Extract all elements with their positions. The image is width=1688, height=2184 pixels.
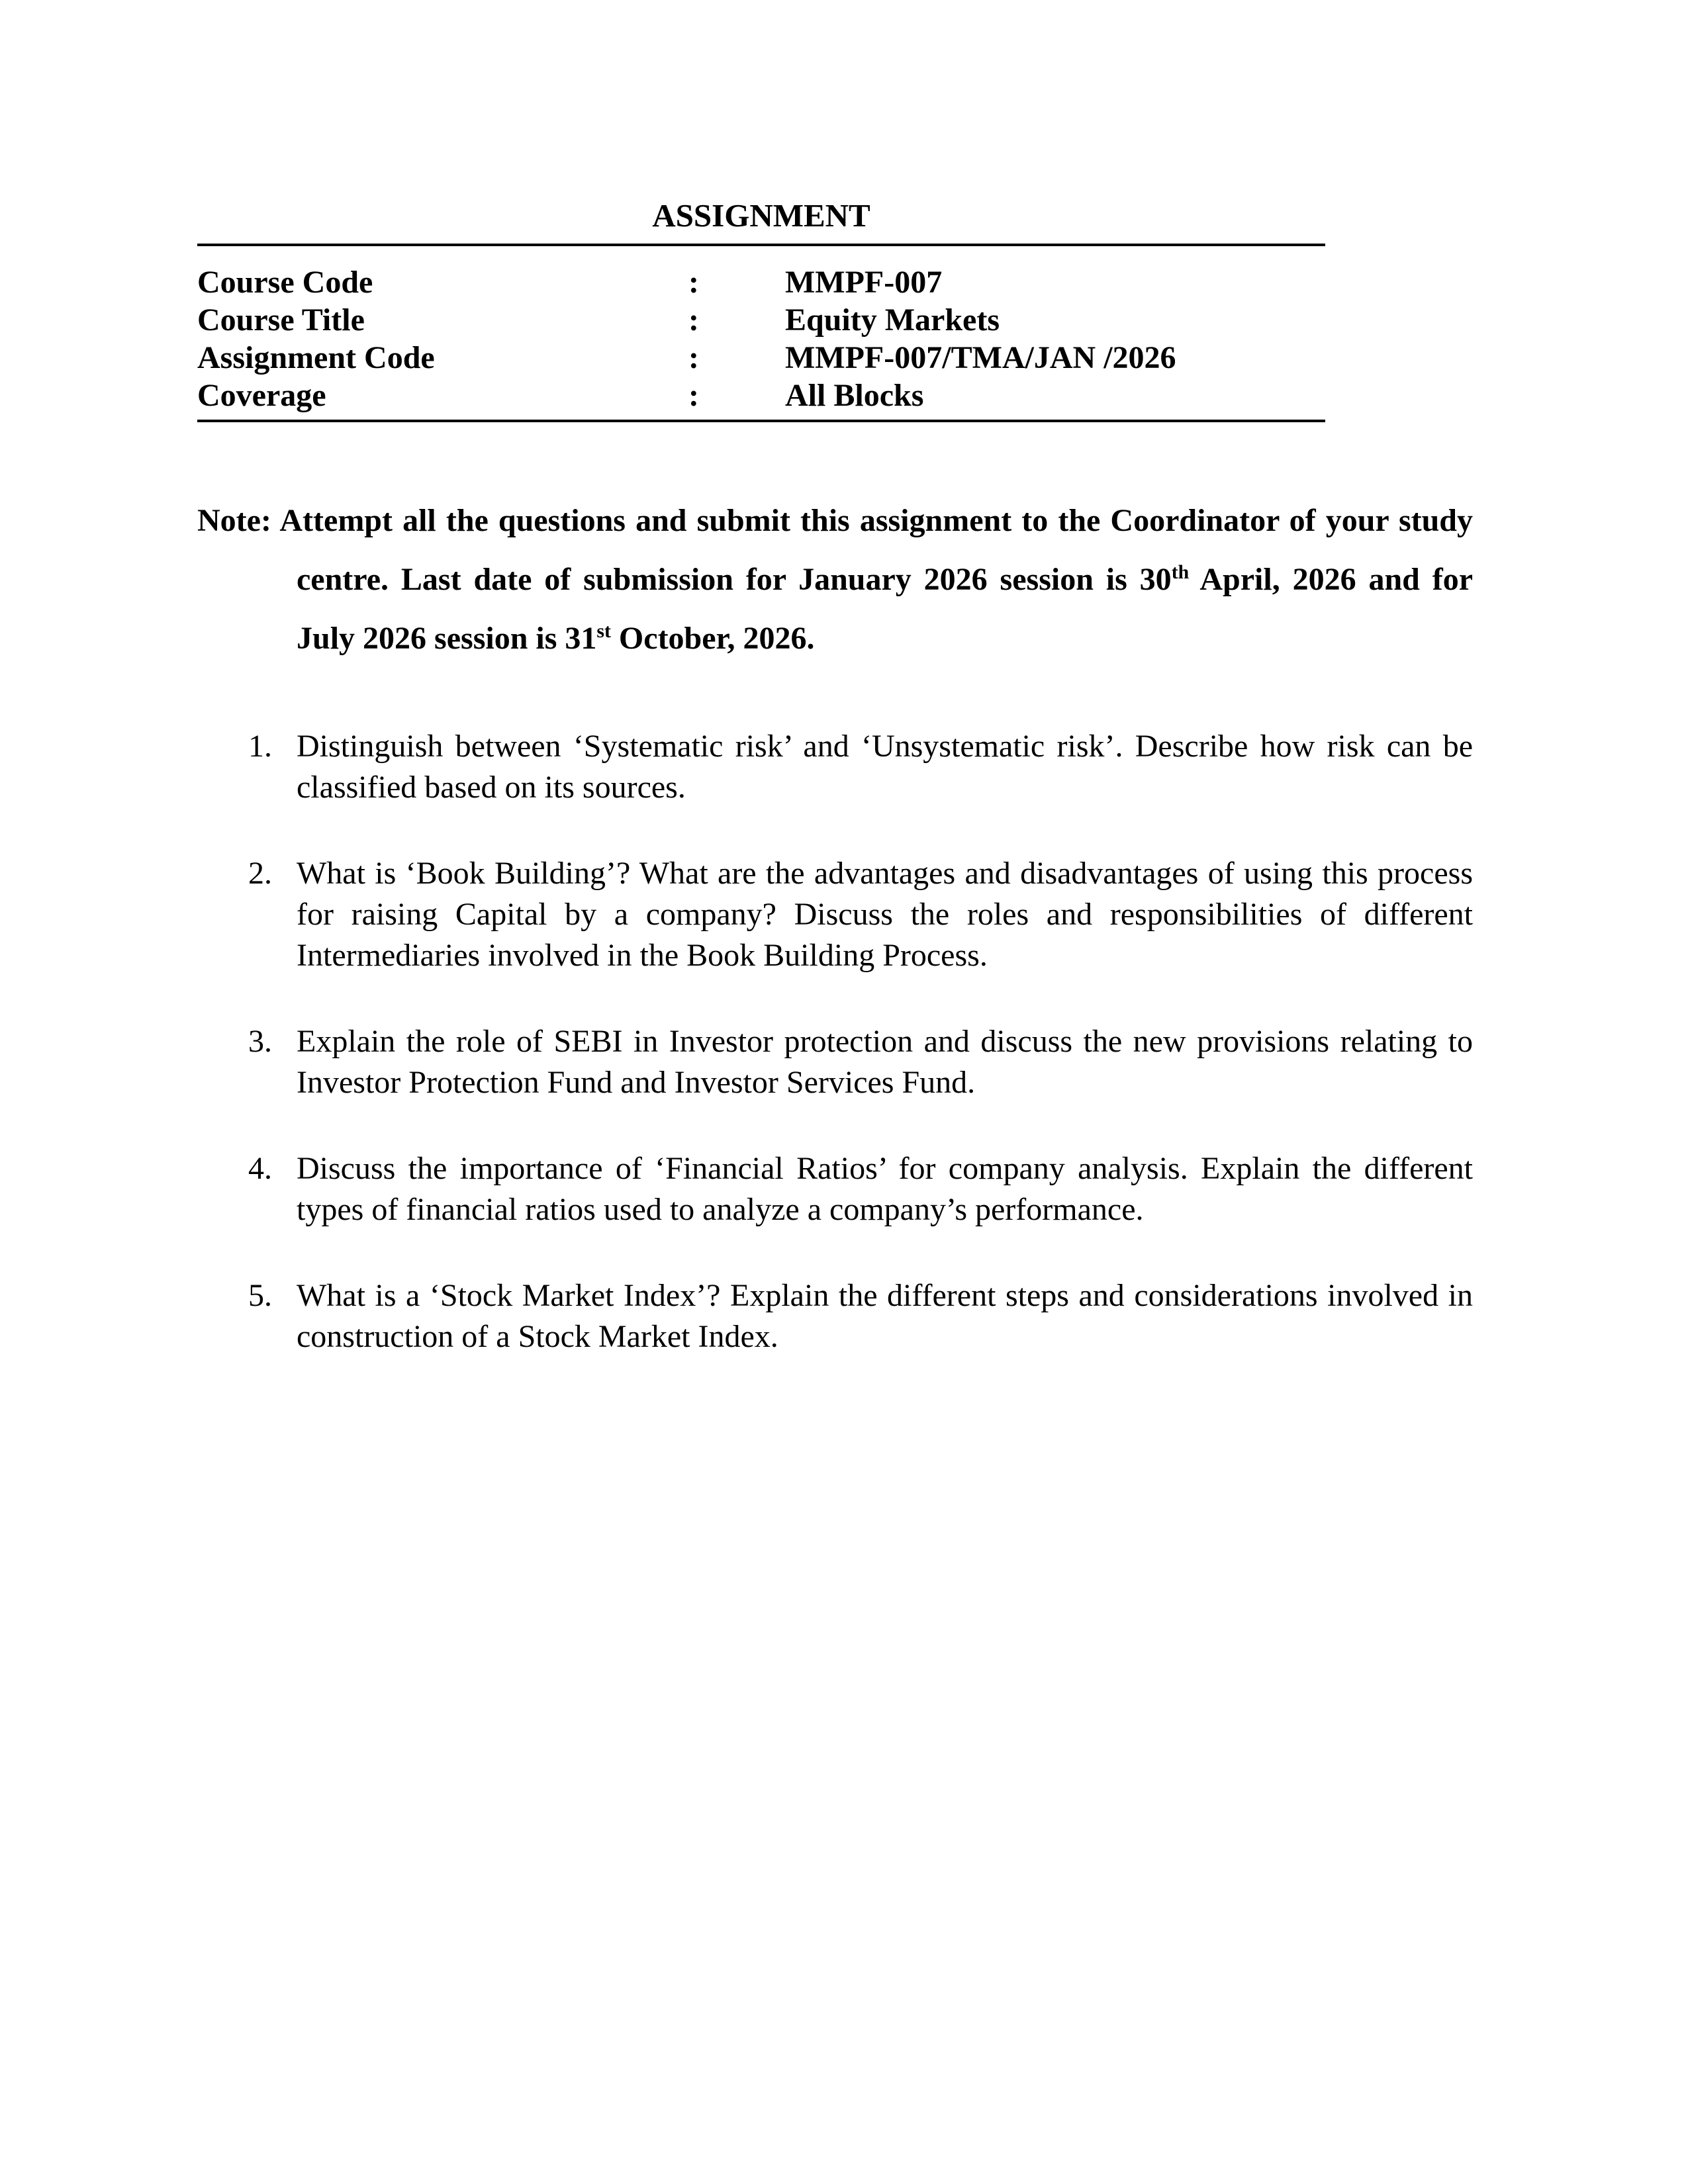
question-list — [248, 726, 1473, 1357]
note-label: Note: — [197, 503, 271, 538]
note-text-2: April, 2026 and for July 2026 session is 31 — [297, 562, 1473, 656]
list-item-question-5 — [248, 1275, 1473, 1357]
note-text-1: Attempt all the questions and submit this assignment to the Coordinator of your study centre. Last date of submission for January 2026 session is 30 — [271, 503, 1473, 597]
meta-separator: : — [688, 340, 699, 375]
list-item-question-4 — [248, 1148, 1473, 1230]
note-superscript-th: th — [1171, 561, 1190, 583]
meta-label-course-title: Course Title — [197, 302, 365, 338]
course-meta-table — [197, 246, 1325, 420]
meta-separator: : — [688, 302, 699, 338]
question-number: 1. — [248, 729, 272, 764]
header-rule-bottom — [197, 420, 1325, 422]
list-item-question-3 — [248, 1021, 1473, 1103]
question-text: Discuss the importance of ‘Financial Ratios’ for company analysis. Explain the different types of financial ratios used to analyze a company’s performance. — [297, 1151, 1473, 1227]
meta-value-coverage: All Blocks — [785, 378, 924, 413]
question-number: 3. — [248, 1024, 272, 1059]
question-text: Explain the role of SEBI in Investor protection and discuss the new provisions relating to Investor Protection Fund and Investor Services Fund. — [297, 1024, 1473, 1100]
question-number: 5. — [248, 1278, 272, 1313]
question-text: What is ‘Book Building’? What are the advantages and disadvantages of using this process for raising Capital by a company? Discuss the roles and responsibilities of different Intermediaries involved in the Book Building Process. — [297, 856, 1473, 973]
table-row — [197, 377, 1325, 414]
question-text: What is a ‘Stock Market Index’? Explain the different steps and considerations involved in construction of a Stock Market Index. — [297, 1278, 1473, 1354]
note-superscript-st: st — [596, 620, 611, 642]
meta-label-assignment-code: Assignment Code — [197, 340, 435, 375]
note-paragraph — [197, 491, 1473, 668]
question-number: 2. — [248, 856, 272, 891]
meta-value-course-code: MMPF-007 — [785, 265, 943, 300]
question-number: 4. — [248, 1151, 272, 1186]
meta-separator: : — [688, 378, 699, 413]
list-item-question-1 — [248, 726, 1473, 808]
table-row — [197, 301, 1325, 339]
note-text-3: October, 2026. — [610, 621, 815, 656]
meta-separator: : — [688, 265, 699, 300]
table-row — [197, 339, 1325, 377]
meta-label-coverage: Coverage — [197, 378, 326, 413]
document-header — [197, 197, 1325, 422]
question-text: Distinguish between ‘Systematic risk’ and ‘Unsystematic risk’. Describe how risk can be classified based on its sources. — [297, 729, 1473, 805]
table-row — [197, 263, 1325, 301]
meta-value-course-title: Equity Markets — [785, 302, 1000, 338]
page-title: ASSIGNMENT — [652, 197, 870, 234]
meta-label-course-code: Course Code — [197, 265, 373, 300]
meta-value-assignment-code: MMPF-007/TMA/JAN /2026 — [785, 340, 1176, 375]
list-item-question-2 — [248, 853, 1473, 976]
